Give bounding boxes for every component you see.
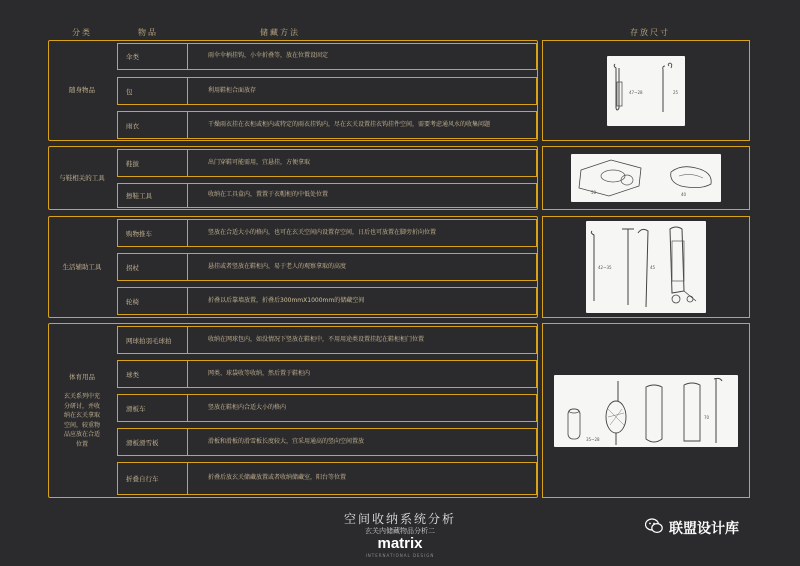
umbrella-dim-label: 25 (673, 89, 679, 95)
sports-dim-label: 35~28 (586, 436, 600, 442)
umbrella-dim-label: 47~28 (629, 89, 643, 95)
sports-size-image (554, 375, 738, 447)
watermark-text: 联盟设计库 (669, 521, 739, 537)
item-method: 出门穿鞋可能需用，宜悬挂，方便拿取 (208, 158, 311, 166)
table-row (117, 360, 537, 388)
category-label: 与鞋相关的工具 (59, 173, 105, 182)
item-method: 干燥雨衣挂在衣柜或柜内或特定的雨衣挂钩内，尽在玄关设置挂衣钩挂件空间，需要考虑通风水的收集问题 (208, 120, 491, 128)
item-name: 伞类 (118, 44, 188, 69)
item-method: 雨伞伞柄挂钩，小伞折叠等，放在位置设固定 (208, 52, 329, 60)
category-shoe-tools (48, 146, 116, 210)
table-row (117, 253, 537, 281)
item-name: 购物推车 (118, 220, 188, 246)
header-category: 分类 (72, 28, 92, 37)
table-row (117, 77, 537, 105)
category-label: 随身物品 (69, 86, 95, 95)
header-method: 储藏方法 (260, 28, 300, 37)
category-label: 生活辅助工具 (62, 262, 102, 271)
shoe-size-image (571, 154, 721, 202)
item-method: 竖放在合适大小的格内，也可在玄关空间内设置存空间，日后也可放置在脚旁折向位置 (208, 228, 437, 236)
item-name: 球类 (118, 361, 188, 387)
table-row (117, 43, 537, 70)
item-method: 收纳在工具盒内，置置于衣帽柜的中低处位置 (208, 191, 329, 199)
item-name: 滑板滑雪板 (118, 429, 188, 455)
item-name: 折叠自行车 (118, 463, 188, 494)
brand-tagline: INTERNATIONAL DESIGN (365, 553, 435, 558)
item-name: 轮椅 (118, 288, 188, 314)
item-method: 折叠后放玄关储藏放置或者收纳储藏室，阳台等位置 (208, 474, 347, 482)
item-name: 包 (118, 78, 188, 104)
watermark (645, 518, 739, 538)
item-method: 折叠以后靠墙放置，折叠后300mmX1000mm的储藏空间 (208, 296, 365, 304)
item-method: 悬挂或者竖放在鞋柜内，易于老人的观察拿取的高度 (208, 262, 347, 270)
cane-dim-label: 42~35 (598, 265, 612, 270)
size-box-umbrella (542, 40, 750, 141)
table-row (117, 462, 537, 495)
shoe-dim-label: 40 (681, 192, 687, 197)
table-row (117, 149, 537, 177)
item-name: 拐杖 (118, 254, 188, 280)
item-name: 滑板车 (118, 395, 188, 421)
shoe-dim-label: 50 (591, 190, 597, 195)
category-label: 体育用品 (69, 372, 95, 381)
wechat-icon (645, 518, 663, 538)
umbrella-size-image (607, 56, 685, 126)
brand-logo: matrix (377, 535, 423, 552)
table-row (117, 326, 537, 354)
page-subtitle: 玄关内储藏物品分析二 (365, 527, 435, 535)
cane-cart-size-image (586, 221, 706, 313)
category-note: 玄关系列中充分研讨，并收纳在玄关拿取空间，较重物品应放在合适位置 (63, 392, 100, 448)
header-item: 物品 (138, 28, 158, 37)
category-sports (48, 323, 116, 498)
item-method: 收纳在网球包内，如没情况下竖放在鞋柜中，不用用途类设置挂起在鞋柜柜门位置 (208, 335, 425, 343)
category-personal (48, 40, 116, 141)
item-name: 网球拍羽毛球拍 (118, 327, 188, 353)
size-box-sports (542, 323, 750, 498)
item-name: 雨衣 (118, 112, 188, 138)
item-name: 擦鞋工具 (118, 184, 188, 207)
item-name: 鞋拔 (118, 150, 188, 176)
item-method: 竖放在鞋柜内合适大小的格内 (208, 403, 287, 411)
sports-dim-label: 70 (704, 414, 710, 420)
table-row (117, 183, 537, 208)
page-title: 空间收纳系统分析 (343, 512, 456, 526)
category-daily-aids (48, 216, 116, 318)
table-row (117, 394, 537, 422)
item-method: 网类、球袋收等收纳，然后置于鞋柜内 (208, 369, 311, 377)
item-method: 滑板和滑板的滑雪板长度较大，宜采用通高的竖向空间置放 (208, 437, 365, 445)
header-size: 存放尺寸 (630, 28, 670, 37)
size-box-shoe (542, 146, 750, 210)
table-row (117, 428, 537, 456)
table-row (117, 219, 537, 247)
cane-dim-label: 45 (650, 265, 656, 270)
size-box-cane (542, 216, 750, 318)
item-method: 利用鞋柜合面放存 (208, 86, 257, 94)
table-row (117, 287, 537, 315)
table-row (117, 111, 537, 139)
